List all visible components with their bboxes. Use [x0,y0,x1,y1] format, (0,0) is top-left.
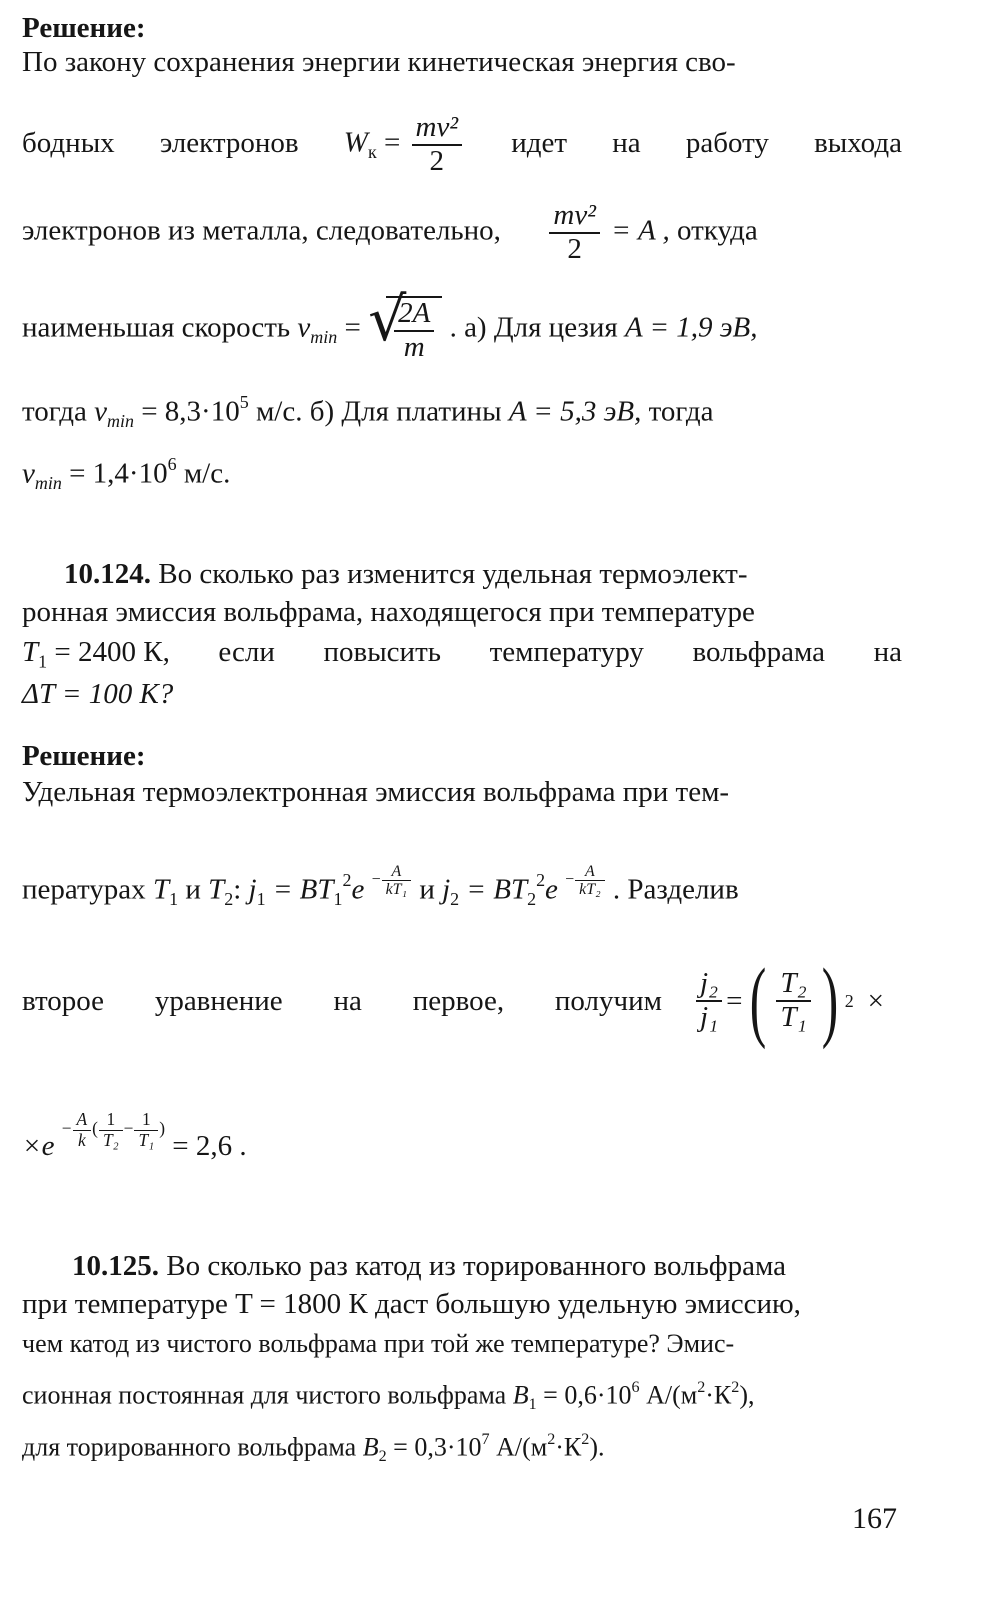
formula-line: тогда $v_{min} = 8,3\cdot 10^5$ м/с. б) Для платины A = 5,3 эВ, тогда [22,392,714,431]
kinetic-energy-formula: $W_к$ = $\frac{\text{mv²}}{2}$ [344,112,466,178]
text-line: По закону сохранения энергии кинетическая энергия сво- [22,46,736,78]
exponent: − $\frac{A}{k}$ ( $\frac{1}{\text{T₂}}$ − $\frac{1}{\text{T₁}}$ ) [61,1109,165,1150]
page-number: 167 [852,1502,897,1535]
solution-heading: Решение: [22,12,146,44]
formula-line: $v_{min} = 1,4\cdot 10^6$ м/с. [22,454,231,493]
formula-line: пературах $T_1$ и $T_2$: $j_1 = BT_1^2e$ − $\frac{A}{\text{kT₁}}$ и $j_2 = BT_2^2e$ − $\frac{A}{\text{kT₂}}$ . Разделив [22,862,739,909]
formula-line: второе уравнение на первое, получим $\frac{\text{j₂}}{\text{j₁}}$ = ( $\frac{\text{T₂}}{\text{T₁}}$ ) 2 × [22,951,885,1050]
problem-statement: 10.124. Во сколько раз изменится удельная термоэлект- [64,558,748,590]
word: идет [511,126,568,159]
text-line: ΔT = 100 К? [22,678,174,710]
square-root: √ $\frac{2A}{m}$ [368,296,442,364]
word: работу [685,126,769,159]
text-line: чем катод из чистого вольфрама при той же температуре? Эмис- [22,1329,735,1358]
text-line: ронная эмиссия вольфрама, находящегося при температуре [22,596,755,628]
word: электронов [159,126,299,159]
formula-line: электронов из металла, следовательно, $\frac{\text{mv²}}{2}$ = A , откуда [22,199,758,265]
problem-number: 10.124. [64,558,151,590]
text-line: при температуре T = 1800 К даст большую удельную эмиссию, [22,1288,801,1320]
fraction: $\frac{\text{mv²}}{2}$ [412,112,463,178]
word: на [612,126,641,159]
formula-line: для торированного вольфрама $B_2 = 0,3\cdot 10^7$ $А/(м^2\cdot К^2)$. [22,1431,605,1465]
word: бодных [22,126,115,159]
word: выхода [814,126,902,159]
problem-number: 10.125. [72,1250,159,1282]
formula-line: сионная постоянная для чистого вольфрама $B_1 = 0,6\cdot 10^6$ $А/(м^2\cdot К^2)$, [22,1379,755,1413]
problem-statement: 10.125. Во сколько раз катод из торированного вольфрама [72,1250,786,1282]
solution-heading: Решение: [22,740,146,772]
fraction: $\frac{2A}{m}$ [394,298,434,364]
text-line: $T_1 = 2400$ К, если повысить температуру вольфрама на [22,636,902,672]
formula-line: ×e − $\frac{A}{k}$ ( $\frac{1}{\text{T₂}}$ − $\frac{1}{\text{T₁}}$ ) = 2,6 . [22,1109,247,1162]
formula-line [22,111,902,177]
exponent: − $\frac{A}{\text{kT₂}}$ [565,862,605,898]
formula-line: наименьшая скорость $v_{min}$ = √ $\frac{2A}{m}$ . а) Для цезия A = 1,9 эВ, [22,285,758,363]
text-line: Удельная термоэлектронная эмиссия вольфрама при тем- [22,776,730,808]
fraction: $\frac{\text{mv²}}{2}$ [549,200,600,266]
exponent: − $\frac{A}{\text{kT₁}}$ [372,862,412,898]
ratio-formula: $\frac{\text{j₂}}{\text{j₁}}$ = ( $\frac{\text{T₂}}{\text{T₁}}$ ) 2 × [692,956,884,1046]
